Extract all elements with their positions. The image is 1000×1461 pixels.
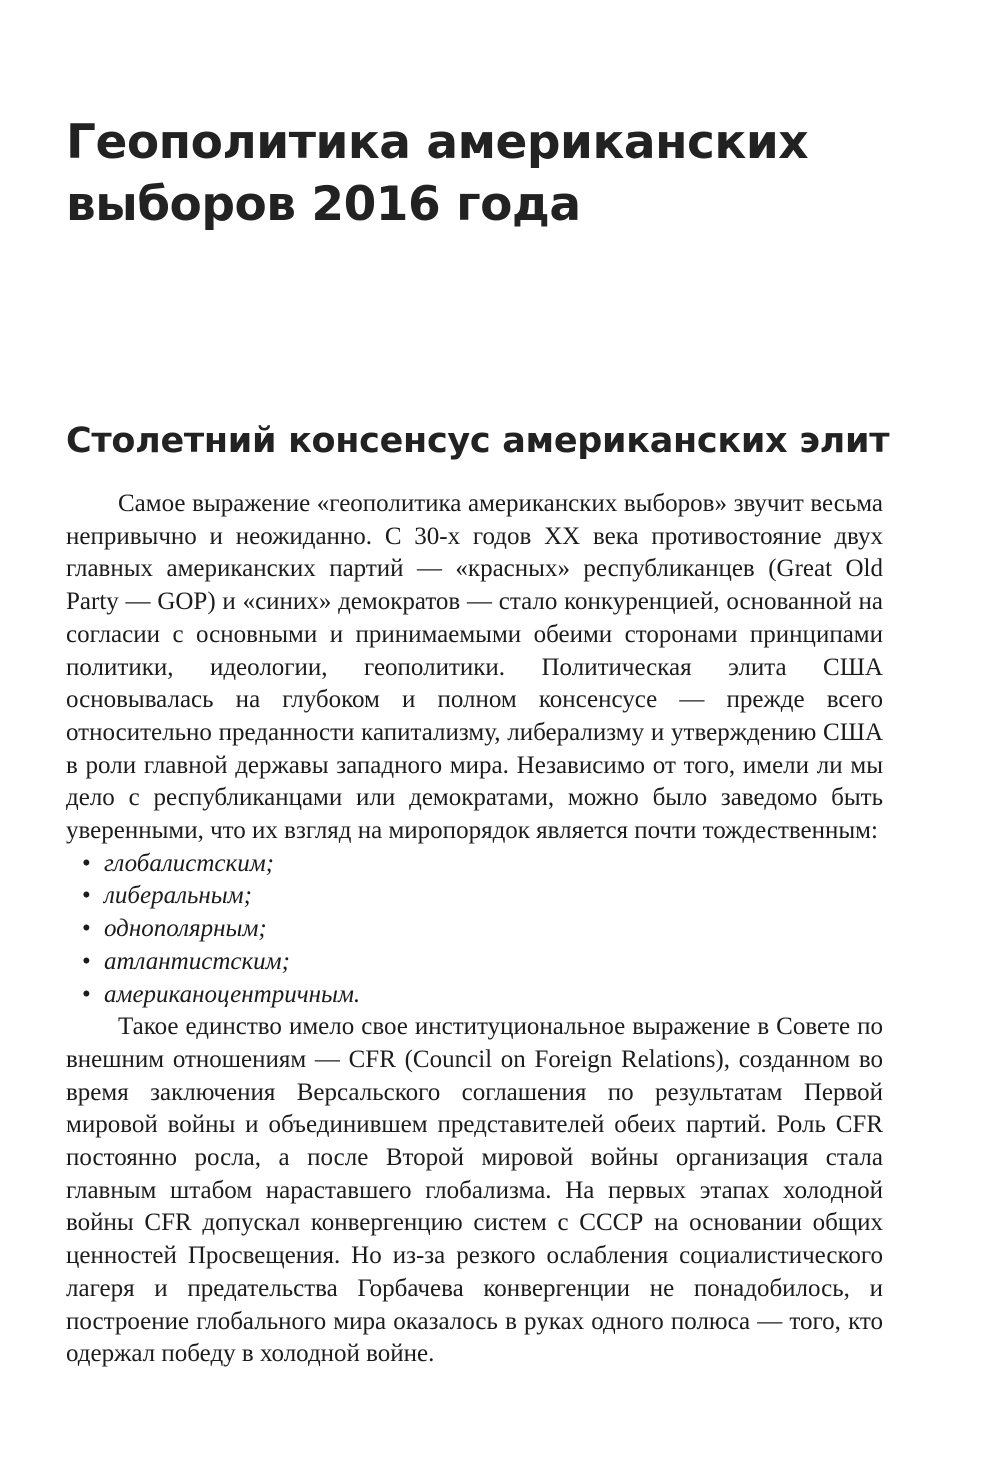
bullet-icon: •: [82, 947, 91, 975]
list-item: [82, 979, 883, 1012]
section-title: Столетний консенсус американских элит: [66, 421, 890, 461]
paragraph-1: Самое выражение «геополитика американских выборов» звучит весьма непривычно и неожиданно. С 30-х годов XX века противостояние двух главных американских партий — «красных» республиканцев (Great Old Party — GOP) и «синих» демократов — стало конкуренцией, основанной на согласии с основными и принимаемыми обеими сторонами принципами политики, идеологии, геополитики. Политическая элита США основывалась на глубоком и полном консенсусе — прежде всего относительно преданности капитализму, либерализму и утверждению США в роли главной державы западного мира. Независимо от того, имели ли мы дело с республиканцами или демократами, можно было заведомо быть уверенными, что их взгляд на миропорядок является почти тождественным:: [66, 490, 883, 845]
bullet-icon: •: [82, 849, 91, 877]
list-item: [82, 913, 883, 946]
list-item: [82, 848, 883, 881]
paragraph-2: Такое единство имело свое институциональное выражение в Совете по внешним отношениям — CFR (Council on Foreign Relations), созданном во время заключения Версальского соглашения по результатам Первой мировой войны и объединившем представителей обеих партий. Роль CFR постоянно росла, а после Второй мировой войны организация стала главным штабом нараставшего глобализма. На первых этапах холодной войны CFR допускал конвергенцию систем с СССР на основании общих ценностей Просвещения. Но из-за резкого ослабления социалистического лагеря и предательства Горбачева конвергенции не понадобилось, и построение глобального мира оказалось в руках одного полюса — того, кто одержал победу в холодной войне.: [66, 1013, 883, 1368]
list-item: [82, 880, 883, 913]
bullet-list: [66, 848, 883, 1012]
chapter-title-line-2: выборов 2016 года: [66, 177, 581, 232]
list-item-text: однополярным;: [104, 915, 267, 943]
list-item-text: либеральным;: [104, 882, 252, 910]
list-item: [82, 946, 883, 979]
bullet-icon: •: [82, 915, 91, 943]
chapter-title: [66, 112, 926, 236]
list-item-text: атлантистским;: [104, 947, 290, 975]
list-item-text: глобалистским;: [104, 849, 274, 877]
body-text: [66, 488, 883, 1371]
list-item-text: американоцентричным.: [104, 980, 361, 1008]
chapter-title-line-1: Геополитика американских: [66, 115, 809, 170]
bullet-icon: •: [82, 882, 91, 910]
bullet-icon: •: [82, 980, 91, 1008]
